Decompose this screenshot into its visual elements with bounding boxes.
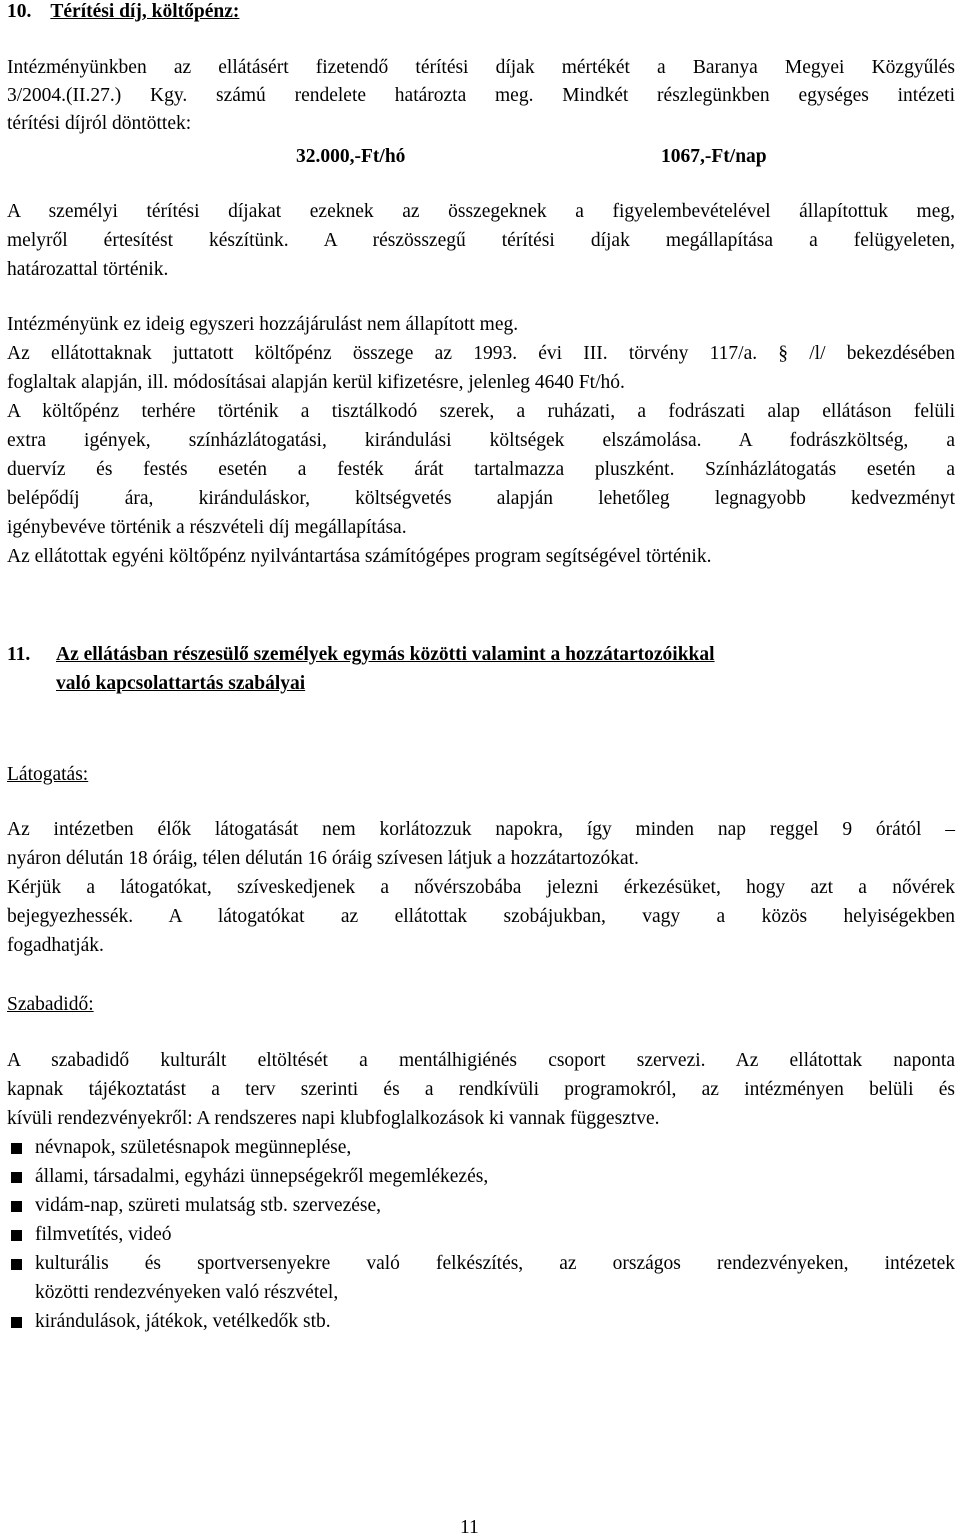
visits-heading: Látogatás: (7, 764, 89, 785)
leisure-line: A szabadidő kulturált eltöltését a mentálhigiénés csoport szervezi. Az ellátottak naponta (7, 1050, 955, 1071)
personal-fee-line: határozattal történik. (7, 259, 169, 280)
square-bullet-icon (11, 1259, 22, 1270)
visits-line: fogadhatják. (7, 935, 104, 956)
square-bullet-icon (11, 1230, 22, 1241)
visits-line: nyáron délután 18 óráig, télen délután 16 óráig szívesen látjuk a hozzátartozókat. (7, 848, 639, 869)
leisure-heading: Szabadidő: (7, 994, 94, 1015)
pocket-line: Az ellátottaknak juttatott költőpénz összege az 1993. évi III. törvény 117/a. § /l/ bekezdésében (7, 343, 955, 364)
pocket-line: extra igények, színházlátogatási, kirándulási költségek elszámolása. A fodrászköltség, a (7, 430, 955, 451)
section-10-title: Térítési díj, költőpénz: (50, 1, 240, 22)
visits-line: Kérjük a látogatókat, szíveskedjenek a nővérszobába jelezni érkezésüket, hogy azt a nővérek (7, 877, 955, 898)
fee-per-day: 1067,-Ft/nap (661, 146, 767, 167)
list-item-continuation: közötti rendezvényeken való részvétel, (35, 1282, 339, 1303)
section-11-title: Az ellátásban részesülő személyek egymás közötti valamint a hozzátartozóikkal (56, 644, 715, 665)
personal-fee-line: A személyi térítési díjakat ezeknek az összegeknek a figyelembevételével állapítottuk meg, (7, 201, 955, 222)
personal-fee-line: melyről értesítést készítünk. A részösszegű térítési díjak megállapítása a felügyeleten, (7, 230, 955, 251)
pocket-line: foglaltak alapján, ill. módosításai alapján kerül kifizetésre, jelenleg 4640 Ft/hó. (7, 372, 625, 393)
leisure-line: kívüli rendezvényekről: A rendszeres napi klubfoglalkozások ki vannak függesztve. (7, 1108, 660, 1129)
intro-line: 3/2004.(II.27.) Kgy. számú rendelete határozta meg. Mindkét részlegünkben egységes intézeti (7, 85, 955, 106)
visits-line: Az intézetben élők látogatását nem korlátozzuk napokra, így minden nap reggel 9 órától – (7, 819, 955, 840)
pocket-line: belépődíj ára, kiránduláskor, költségvetés alapján lehetőleg legnagyobb kedvezményt (7, 488, 955, 509)
list-item: vidám-nap, szüreti mulatság stb. szervezése, (35, 1195, 382, 1216)
pocket-line: igénybevéve történik a részvételi díj megállapítása. (7, 517, 407, 538)
square-bullet-icon (11, 1143, 22, 1154)
section-11-title: való kapcsolattartás szabályai (56, 673, 306, 694)
fee-per-month: 32.000,-Ft/hó (296, 146, 406, 167)
list-item: állami, társadalmi, egyházi ünnepségekről megemlékezés, (35, 1166, 489, 1187)
square-bullet-icon (11, 1172, 22, 1183)
pocket-line: Intézményünk ez ideig egyszeri hozzájárulást nem állapított meg. (7, 314, 519, 335)
section-10-heading (7, 0, 239, 24)
list-item: filmvetítés, videó (35, 1224, 172, 1245)
visits-line: bejegyezhessék. A látogatókat az ellátottak szobájukban, vagy a közös helyiségekben (7, 906, 955, 927)
page-number: 11 (460, 1517, 479, 1538)
list-item: kirándulások, játékok, vetélkedők stb. (35, 1311, 331, 1332)
square-bullet-icon (11, 1201, 22, 1212)
list-item: kulturális és sportversenyekre való felkészítés, az országos rendezvényeken, intézetek (35, 1253, 955, 1274)
intro-line: Intézményünkben az ellátásért fizetendő térítési díjak mértékét a Baranya Megyei Közgyűlés (7, 57, 955, 78)
pocket-line: A költőpénz terhére történik a tisztálkodó szerek, a ruházati, a fodrászati alap ellátáson felüli (7, 401, 955, 422)
pocket-line: duervíz és festés esetén a festék árát tartalmazza pluszként. Színházlátogatás esetén a (7, 459, 955, 480)
intro-line: térítési díjról döntöttek: (7, 113, 192, 134)
list-item: névnapok, születésnapok megünneplése, (35, 1137, 352, 1158)
leisure-line: kapnak tájékoztatást a terv szerinti és a rendkívüli programokról, az intézményen belüli és (7, 1079, 955, 1100)
pocket-line: Az ellátottak egyéni költőpénz nyilvántartása számítógépes program segítségével történik. (7, 546, 712, 567)
section-10-number: 10. (7, 1, 32, 22)
section-11-number: 11. (7, 644, 31, 665)
square-bullet-icon (11, 1317, 22, 1328)
